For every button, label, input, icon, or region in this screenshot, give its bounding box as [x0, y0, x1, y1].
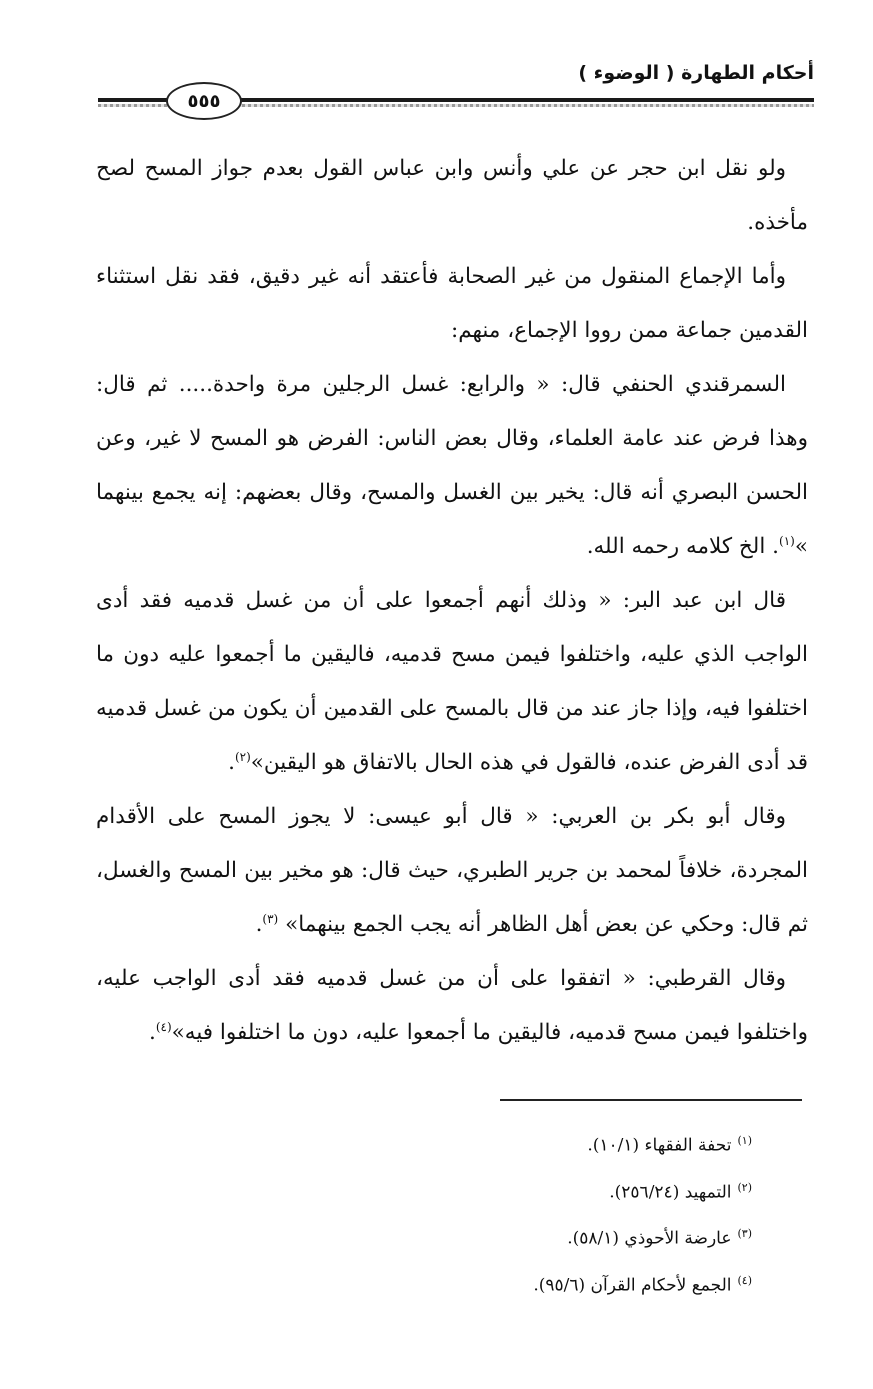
- footnote: [300, 1260, 752, 1307]
- footnote-text: تحفة الفقهاء (١٠/١).: [587, 1135, 732, 1156]
- paragraph: [96, 574, 808, 790]
- page-number: ٥٥٥: [166, 82, 242, 120]
- paragraph: [96, 358, 808, 574]
- footnote-ref: (٣): [262, 911, 279, 926]
- footnote-text: عارضة الأحوذي (٥٨/١).: [567, 1228, 732, 1249]
- footnote-text: الجمع لأحكام القرآن (٩٥/٦).: [533, 1275, 732, 1296]
- paragraph-text: ولو نقل ابن حجر عن علي وأنس وابن عباس القول بعدم جواز المسح لصح مأخذه.: [96, 156, 808, 235]
- paragraph-tail: .: [228, 750, 235, 775]
- paragraph: [96, 952, 808, 1060]
- paragraph: [96, 790, 808, 952]
- paragraph-text: قال ابن عبد البر: « وذلك أنهم أجمعوا على أن من غسل قدميه فقد أدى الواجب الذي عليه، واختلفوا فيمن مسح قدميه، فاليقين ما أجمعوا عليه دون ما اختلفوا فيه، وإذا جاز عند من قال بالمسح على القدمين أن يكون من غسل قدميه قد أدى الفرض عنده، فالقول في هذه الحال بالاتفاق هو اليقين»: [96, 588, 808, 775]
- footnote-ref: (٤): [155, 1019, 172, 1034]
- paragraph-text: وأما الإجماع المنقول من غير الصحابة فأعتقد أنه غير دقيق، فقد نقل استثناء القدمين جماعة ممن رووا الإجماع، منهم:: [96, 264, 808, 343]
- paragraph-text: وقال أبو بكر بن العربي: « قال أبو عيسى: لا يجوز المسح على الأقدام المجردة، خلافاً لمحمد بن جرير الطبري، حيث قال: هو مخير بين المسح والغسل، ثم قال: وحكي عن بعض أهل الظاهر أنه يجب الجمع بينهما»: [96, 804, 808, 937]
- main-text: [96, 142, 808, 1060]
- footnote: [300, 1167, 752, 1214]
- footnote-text: التمهيد (٢٥٦/٢٤).: [609, 1182, 732, 1203]
- footnote-number: (١): [737, 1134, 752, 1147]
- footnotes: [300, 1120, 752, 1307]
- paragraph: [96, 142, 808, 250]
- footnote-number: (٣): [737, 1227, 752, 1241]
- footnote-number: (٢): [737, 1180, 752, 1194]
- footnote-number: (٤): [737, 1273, 752, 1287]
- footnote-ref: (٢): [234, 749, 251, 764]
- footnote: [300, 1213, 752, 1260]
- footnote-separator: [500, 1099, 802, 1101]
- footnote: [300, 1120, 752, 1167]
- paragraph-tail: .: [148, 1020, 156, 1045]
- paragraph-tail: .: [255, 912, 263, 937]
- paragraph-text: السمرقندي الحنفي قال: « والرابع: غسل الرجلين مرة واحدة..... ثم قال: وهذا فرض عند عامة العلماء، وقال بعض الناس: الفرض هو المسح لا غير، وعن الحسن البصري أنه قال: يخير بين الغسل والمسح، وقال بعضهم: إنه يجمع بينهما »: [96, 372, 808, 559]
- footnote-ref: (١): [779, 533, 795, 548]
- page-header: [98, 62, 814, 122]
- paragraph: [96, 250, 808, 358]
- paragraph-text: وقال القرطبي: « اتفقوا على أن من غسل قدميه فقد أدى الواجب عليه، واختلفوا فيمن مسح قدميه، فاليقين ما أجمعوا عليه، دون ما اختلفوا فيه»: [96, 966, 808, 1045]
- running-title: أحكام الطهارة ( الوضوء ): [578, 62, 814, 84]
- paragraph-tail: . الخ كلامه رحمه الله.: [586, 534, 780, 559]
